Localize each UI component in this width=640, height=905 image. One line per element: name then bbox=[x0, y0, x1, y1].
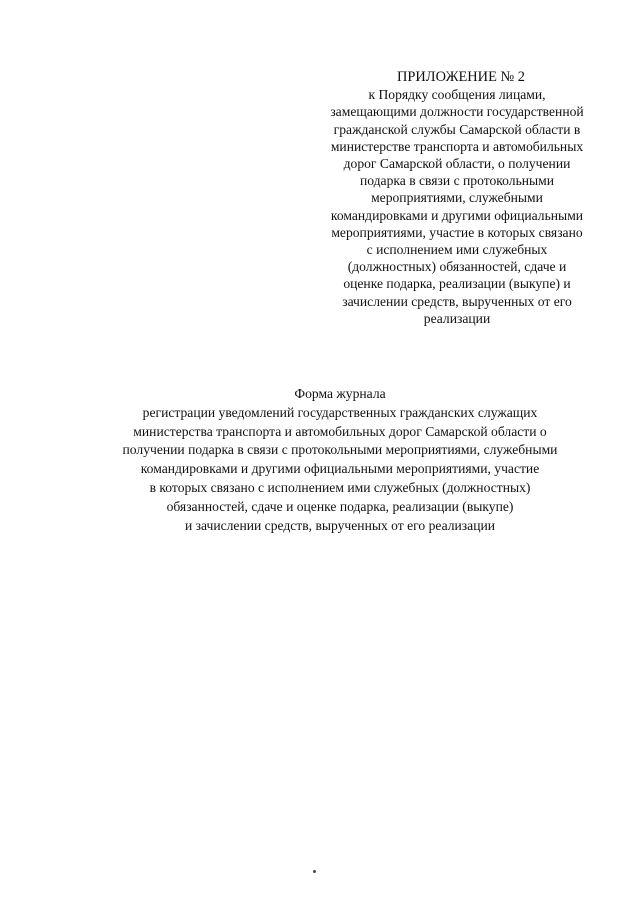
appendix-line: замещающими должности государственной bbox=[330, 104, 584, 120]
form-heading-line: получении подарка в связи с протокольными мероприятиями, служебными bbox=[122, 442, 558, 458]
appendix-line: реализации bbox=[423, 310, 491, 326]
appendix-line: гражданской службы Самарской области в bbox=[333, 121, 581, 137]
appendix-line: дорог Самарской области, о получении bbox=[343, 156, 571, 172]
appendix-line: зачислении средств, вырученных от его bbox=[342, 293, 572, 309]
form-heading-line: регистрации уведомлений государственных гражданских служащих bbox=[142, 404, 538, 420]
appendix-line: министерстве транспорта и автомобильных bbox=[330, 138, 584, 154]
form-heading-line: обязанностей, сдаче и оценке подарка, реализации (выкупе) bbox=[166, 498, 514, 514]
appendix-line: (должностных) обязанностей, сдаче и bbox=[347, 259, 567, 275]
appendix-line: оценке подарка, реализации (выкупе) и bbox=[343, 276, 571, 292]
appendix-header bbox=[296, 69, 618, 327]
scan-speck bbox=[313, 870, 316, 873]
form-heading bbox=[60, 385, 620, 535]
appendix-line: мероприятиями, участие в которых связано bbox=[331, 224, 583, 240]
form-heading-line: в которых связано с исполнением ими служебных (должностных) bbox=[149, 479, 531, 495]
form-heading-line: и зачислении средств, вырученных от его реализации bbox=[184, 517, 496, 533]
appendix-line: подарка в связи с протокольными bbox=[359, 173, 555, 189]
appendix-line: с исполнением ими служебных bbox=[366, 242, 548, 258]
appendix-line: к Порядку сообщения лицами, bbox=[368, 87, 546, 103]
appendix-line: мероприятиями, служебными bbox=[371, 190, 543, 206]
appendix-title: ПРИЛОЖЕНИЕ № 2 bbox=[397, 69, 525, 85]
appendix-line: командировками и другими официальными bbox=[330, 207, 584, 223]
form-heading-title: Форма журнала bbox=[294, 386, 386, 401]
form-heading-line: командировками и другими официальными мероприятиями, участие bbox=[140, 461, 540, 477]
form-heading-line: министерства транспорта и автомобильных дорог Самарской области о bbox=[133, 423, 547, 439]
